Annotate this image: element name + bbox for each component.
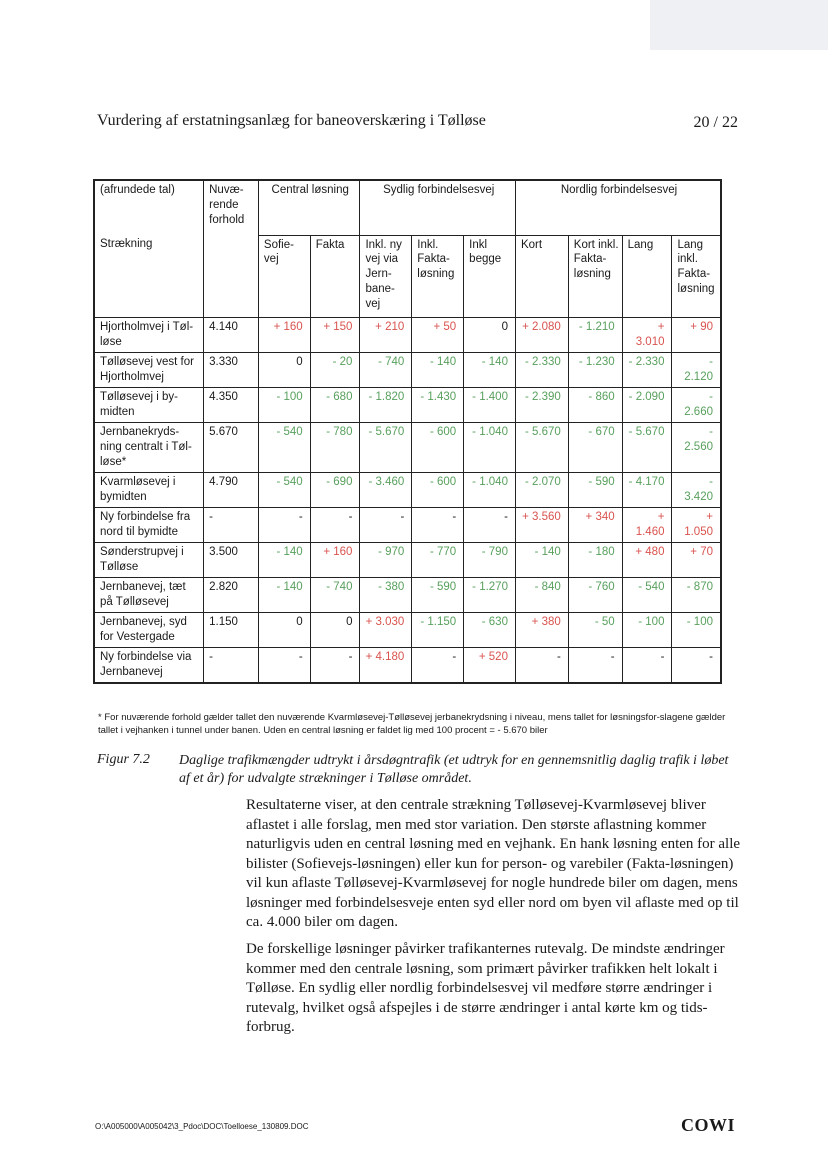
- paragraph-routes: De forskellige løsninger påvirker trafikanternes rutevalg. De mindste ændringer kommer med den centrale løsning, som primært påvirker trafikken helt lokalt i Tølløse. En sydlig eller nordlig forbindelsesvej vil medføre større ændringer i rutevalg, hvilket også afspejles i de større ændringer i antal kørte km og tids-forbrug.: [246, 941, 725, 1035]
- page-header-title: Vurdering af erstatningsanlæg for baneoverskæring i Tølløse: [97, 112, 486, 129]
- row-change-value: - 1.150: [412, 612, 464, 647]
- cowi-logo: COWI: [680, 1115, 735, 1135]
- row-change-value: - 5.670: [360, 423, 412, 473]
- row-change-value: - 4.170: [622, 472, 672, 507]
- row-change-value: - 1.230: [568, 353, 622, 388]
- header-north-3: Lang: [622, 235, 672, 318]
- row-change-value: + 4.180: [360, 647, 412, 683]
- row-stretch-name: Tølløsevej vest for Hjortholmvej: [94, 353, 204, 388]
- row-change-value: + 1.050: [672, 507, 721, 542]
- row-change-value: - 1.040: [464, 423, 516, 473]
- row-current-value: 4.350: [204, 388, 259, 423]
- row-change-value: - 770: [412, 542, 464, 577]
- header-south-3: Inkl begge: [464, 235, 516, 318]
- row-change-value: - 2.560: [672, 423, 721, 473]
- row-change-value: -: [258, 507, 310, 542]
- row-change-value: - 2.660: [672, 388, 721, 423]
- row-current-value: 2.820: [204, 577, 259, 612]
- row-change-value: - 1.210: [568, 318, 622, 353]
- row-change-value: + 3.030: [360, 612, 412, 647]
- header-north: Nordlig forbindelsesvej: [515, 180, 721, 235]
- row-change-value: - 740: [360, 353, 412, 388]
- row-change-value: - 780: [310, 423, 360, 473]
- row-change-value: - 380: [360, 577, 412, 612]
- row-change-value: - 1.270: [464, 577, 516, 612]
- row-change-value: + 480: [622, 542, 672, 577]
- header-central: Central løsning: [258, 180, 360, 235]
- row-change-value: -: [568, 647, 622, 683]
- figure-label: Figur 7.2: [97, 752, 150, 767]
- header-stretch: Strækning: [94, 235, 204, 318]
- header-south-1: Inkl. ny vej via Jern-bane-vej: [360, 235, 412, 318]
- row-change-value: - 540: [258, 423, 310, 473]
- row-change-value: -: [412, 647, 464, 683]
- row-change-value: - 680: [310, 388, 360, 423]
- row-change-value: - 2.090: [622, 388, 672, 423]
- table-row: [94, 472, 721, 507]
- header-north-2: Kort inkl. Fakta-løsning: [568, 235, 622, 318]
- row-change-value: - 790: [464, 542, 516, 577]
- row-change-value: -: [412, 507, 464, 542]
- row-change-value: - 2.120: [672, 353, 721, 388]
- row-change-value: 0: [464, 318, 516, 353]
- row-change-value: + 70: [672, 542, 721, 577]
- row-current-value: 3.500: [204, 542, 259, 577]
- row-change-value: 0: [258, 353, 310, 388]
- row-change-value: - 3.420: [672, 472, 721, 507]
- row-change-value: + 160: [258, 318, 310, 353]
- row-change-value: 0: [310, 612, 360, 647]
- row-change-value: - 2.330: [622, 353, 672, 388]
- row-change-value: - 5.670: [515, 423, 568, 473]
- paragraph-results: Resultaterne viser, at den centrale strækning Tølløsevej-Kvarmløsevej bliver aflastet i alle forslag, men med stor variation. Den største aflastning kommer naturligvis uden en central løsning med en vejhank. En hank løsning enten for alle bilister (Sofievejs-løsningen) eller kun for person- og varebiler (Fakta-løsningen) vil kun aflaste Tølløsevej-Kvarmløsevej for nogle hundrede biler om dagen, mens løsninger med forbindelsesveje enten syd eller nord om byen vil aflaste med op til ca. 4.000 biler om dagen.: [246, 797, 741, 930]
- row-change-value: + 1.460: [622, 507, 672, 542]
- row-change-value: -: [360, 507, 412, 542]
- row-change-value: - 100: [258, 388, 310, 423]
- row-change-value: + 3.560: [515, 507, 568, 542]
- row-change-value: - 690: [310, 472, 360, 507]
- row-change-value: -: [622, 647, 672, 683]
- row-change-value: - 860: [568, 388, 622, 423]
- row-stretch-name: Tølløsevej i by-midten: [94, 388, 204, 423]
- row-change-value: + 210: [360, 318, 412, 353]
- table-footnote: * For nuværende forhold gælder tallet den nuværende Kvarmløsevej-Tølløsevej jerbanekrydsning i niveau, mens tallet for løsningsfor-slagene gælder tallet i vejhanken i tunnel under banen. Uden en central løsning er faldet lig med 100 procent = - 5.670 biler: [98, 712, 726, 736]
- header-current: Nuvæ-rende forhold: [204, 180, 259, 318]
- header-south-2: Inkl. Fakta-løsning: [412, 235, 464, 318]
- header-fakta: Fakta: [310, 235, 360, 318]
- row-stretch-name: Ny forbindelse via Jernbanevej: [94, 647, 204, 683]
- page-number: 20 / 22: [693, 114, 738, 131]
- row-change-value: - 630: [464, 612, 516, 647]
- row-stretch-name: Jernbanevej, tæt på Tølløsevej: [94, 577, 204, 612]
- header-rounded: (afrundede tal): [94, 180, 204, 235]
- traffic-table: [93, 179, 722, 684]
- row-change-value: - 870: [672, 577, 721, 612]
- row-change-value: -: [672, 647, 721, 683]
- header-south: Sydlig forbindelsesvej: [360, 180, 516, 235]
- row-change-value: - 1.040: [464, 472, 516, 507]
- row-change-value: - 2.390: [515, 388, 568, 423]
- row-change-value: + 3.010: [622, 318, 672, 353]
- row-current-value: 1.150: [204, 612, 259, 647]
- row-change-value: - 1.430: [412, 388, 464, 423]
- row-change-value: - 100: [672, 612, 721, 647]
- row-change-value: - 140: [515, 542, 568, 577]
- row-change-value: - 50: [568, 612, 622, 647]
- row-change-value: - 1.820: [360, 388, 412, 423]
- table-header-row: [94, 180, 721, 235]
- row-current-value: -: [204, 507, 259, 542]
- row-change-value: -: [310, 647, 360, 683]
- row-change-value: - 590: [568, 472, 622, 507]
- row-stretch-name: Jernbanevej, syd for Vestergade: [94, 612, 204, 647]
- row-change-value: - 2.330: [515, 353, 568, 388]
- row-change-value: + 380: [515, 612, 568, 647]
- row-stretch-name: Ny forbindelse fra nord til bymidte: [94, 507, 204, 542]
- table-row: [94, 423, 721, 473]
- scan-corner-shade: [650, 0, 828, 50]
- row-change-value: + 150: [310, 318, 360, 353]
- row-stretch-name: Kvarmløsevej i bymidten: [94, 472, 204, 507]
- row-change-value: - 100: [622, 612, 672, 647]
- figure-caption: Daglige trafikmængder udtrykt i årsdøgntrafik (et udtryk for en gennemsnitlig daglig trafik i løbet af et år) for udvalgte strækninger i Tølløse området.: [179, 753, 729, 787]
- row-change-value: - 670: [568, 423, 622, 473]
- row-change-value: - 140: [464, 353, 516, 388]
- table-row: [94, 318, 721, 353]
- row-change-value: 0: [258, 612, 310, 647]
- table-row: [94, 577, 721, 612]
- header-north-1: Kort: [515, 235, 568, 318]
- row-change-value: - 600: [412, 472, 464, 507]
- row-change-value: + 340: [568, 507, 622, 542]
- row-change-value: - 840: [515, 577, 568, 612]
- table-row: [94, 388, 721, 423]
- row-change-value: -: [310, 507, 360, 542]
- row-change-value: - 540: [258, 472, 310, 507]
- row-change-value: + 2.080: [515, 318, 568, 353]
- row-current-value: 4.790: [204, 472, 259, 507]
- row-current-value: 4.140: [204, 318, 259, 353]
- table-row: [94, 612, 721, 647]
- row-change-value: - 3.460: [360, 472, 412, 507]
- table-row: [94, 507, 721, 542]
- row-change-value: + 90: [672, 318, 721, 353]
- table-row: [94, 353, 721, 388]
- row-change-value: - 760: [568, 577, 622, 612]
- row-stretch-name: Jernbanekryds-ning centralt i Tøl-løse*: [94, 423, 204, 473]
- row-change-value: - 1.400: [464, 388, 516, 423]
- table-row: [94, 647, 721, 683]
- row-current-value: 5.670: [204, 423, 259, 473]
- row-change-value: + 50: [412, 318, 464, 353]
- row-change-value: - 140: [412, 353, 464, 388]
- row-change-value: - 590: [412, 577, 464, 612]
- row-change-value: - 600: [412, 423, 464, 473]
- row-change-value: - 140: [258, 542, 310, 577]
- table-subheader-row: [94, 235, 721, 318]
- footer-file-path: O:\A005000\A005042\3_Pdoc\DOC\Toelloese_130809.DOC: [95, 1122, 309, 1131]
- row-change-value: - 740: [310, 577, 360, 612]
- table-row: [94, 542, 721, 577]
- row-change-value: - 540: [622, 577, 672, 612]
- header-north-4: Lang inkl. Fakta-løsning: [672, 235, 721, 318]
- row-change-value: -: [515, 647, 568, 683]
- table-body: [94, 318, 721, 683]
- row-stretch-name: Hjortholmvej i Tøl-løse: [94, 318, 204, 353]
- row-change-value: - 2.070: [515, 472, 568, 507]
- row-change-value: - 140: [258, 577, 310, 612]
- row-change-value: - 20: [310, 353, 360, 388]
- row-change-value: -: [258, 647, 310, 683]
- header-sofie: Sofie-vej: [258, 235, 310, 318]
- row-change-value: - 180: [568, 542, 622, 577]
- row-change-value: + 520: [464, 647, 516, 683]
- row-change-value: -: [464, 507, 516, 542]
- row-change-value: + 160: [310, 542, 360, 577]
- row-change-value: - 970: [360, 542, 412, 577]
- row-current-value: 3.330: [204, 353, 259, 388]
- row-change-value: - 5.670: [622, 423, 672, 473]
- row-current-value: -: [204, 647, 259, 683]
- row-stretch-name: Sønderstrupvej i Tølløse: [94, 542, 204, 577]
